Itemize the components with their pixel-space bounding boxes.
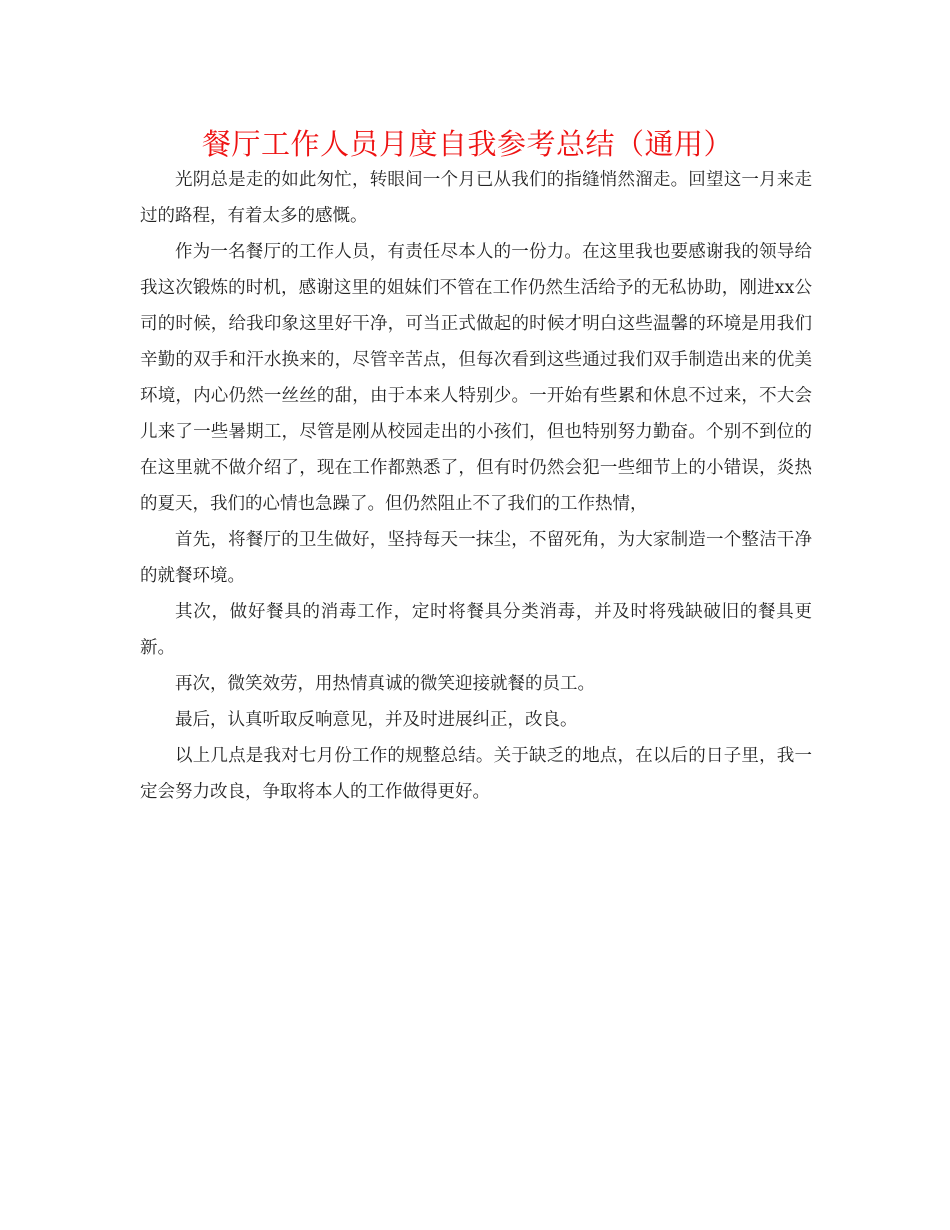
- document-title: 餐厅工作人员月度自我参考总结（通用）: [201, 127, 733, 161]
- paragraph-second: 其次，做好餐具的消毒工作，定时将餐具分类消毒，并及时将残缺破旧的餐具更新。: [140, 602, 812, 658]
- paragraph-intro: 光阴总是走的如此匆忙，转眼间一个月已从我们的指缝悄然溜走。回望这一月来走过的路程，有着太多的感慨。: [140, 170, 812, 226]
- paragraph-third: 再次，微笑效劳，用热情真诚的微笑迎接就餐的员工。: [175, 674, 595, 694]
- paragraph-work-experience: 作为一名餐厅的工作人员，有责任尽本人的一份力。在这里我也要感谢我的领导给我这次锻炼的时机，感谢这里的姐妹们不管在工作仍然生活给予的无私协助，刚进xx公司的时候，给我印象这里好干净，可当正式做起的时候才明白这些温馨的环境是用我们辛勤的双手和汗水换来的，尽管辛苦点，但每次看到这些通过我们双手制造出来的优美环境，内心仍然一丝丝的甜，由于本来人特别少。一开始有些累和休息不过来，不大会儿来了一些暑期工，尽管是刚从校园走出的小孩们，但也特别努力勤奋。个别不到位的在这里就不做介绍了，现在工作都熟悉了，但有时仍然会犯一些细节上的小错误，炎热的夏天，我们的心情也急躁了。但仍然阻止不了我们的工作热情，: [140, 242, 812, 514]
- paragraph-last: 最后，认真听取反响意见，并及时进展纠正，改良。: [175, 710, 578, 730]
- paragraph-first: 首先，将餐厅的卫生做好，坚持每天一抹尘，不留死角，为大家制造一个整洁干净的就餐环境。: [140, 530, 812, 586]
- document-body: [140, 162, 812, 810]
- paragraph-conclusion: 以上几点是我对七月份工作的规整总结。关于缺乏的地点，在以后的日子里，我一定会努力改良，争取将本人的工作做得更好。: [140, 746, 812, 802]
